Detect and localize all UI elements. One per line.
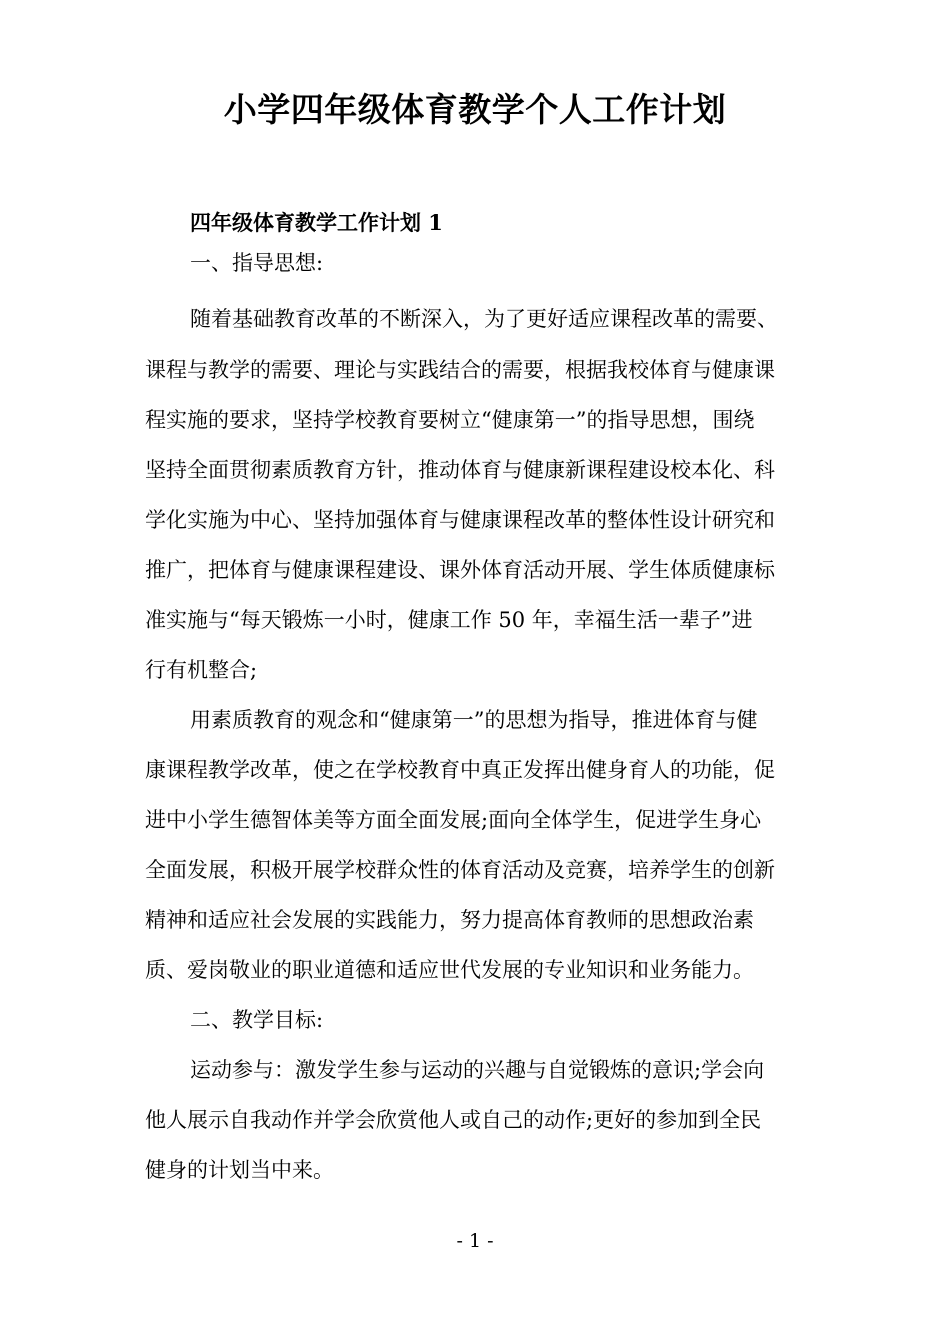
page-number: - 1 - [456, 1230, 494, 1252]
paragraph-line: 课程与教学的需要、理论与实践结合的需要，根据我校体育与健康课 [145, 358, 775, 382]
document-title: 小学四年级体育教学个人工作计划 [223, 90, 727, 129]
section-heading: 四年级体育教学工作计划 1 [190, 210, 443, 235]
paragraph-line: 坚持全面贯彻素质教育方针，推动体育与健康新课程建设校本化、科 [145, 458, 775, 482]
paragraph-line: 进中小学生德智体美等方面全面发展;面向全体学生，促进学生身心 [145, 808, 762, 832]
paragraph-line: 程实施的要求，坚持学校教育要树立“健康第一”的指导思想，围绕 [145, 408, 755, 432]
paragraph-line: 健身的计划当中来。 [145, 1158, 334, 1182]
heading-teaching-goals: 二、教学目标: [190, 1008, 324, 1032]
paragraph-line: 随着基础教育改革的不断深入，为了更好适应课程改革的需要、 [190, 307, 778, 331]
paragraph-line: 行有机整合; [145, 658, 258, 682]
paragraph-line: 精神和适应社会发展的实践能力，努力提高体育教师的思想政治素 [145, 908, 754, 932]
paragraph-line: 用素质教育的观念和“健康第一”的思想为指导，推进体育与健 [190, 708, 758, 732]
paragraph-line: 运动参与：激发学生参与运动的兴趣与自觉锻炼的意识;学会向 [190, 1058, 765, 1082]
paragraph-line: 质、爱岗敬业的职业道德和适应世代发展的专业知识和业务能力。 [145, 958, 754, 982]
paragraph-line: 全面发展，积极开展学校群众性的体育活动及竞赛，培养学生的创新 [145, 858, 775, 882]
paragraph-line: 推广，把体育与健康课程建设、课外体育活动开展、学生体质健康标 [145, 558, 775, 582]
paragraph-line: 学化实施为中心、坚持加强体育与健康课程改革的整体性设计研究和 [145, 508, 775, 532]
paragraph-line: 他人展示自我动作并学会欣赏他人或自己的动作;更好的参加到全民 [145, 1108, 762, 1132]
paragraph-line: 康课程教学改革，使之在学校教育中真正发挥出健身育人的功能，促 [145, 758, 775, 782]
heading-guiding-ideology: 一、指导思想: [190, 251, 324, 275]
paragraph-line: 准实施与“每天锻炼一小时，健康工作 50 年，幸福生活一辈子”进 [145, 608, 753, 632]
